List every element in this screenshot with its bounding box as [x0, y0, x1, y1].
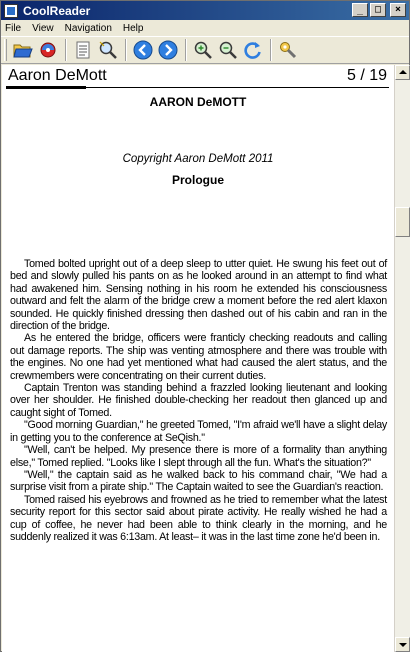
paragraph: As he entered the bridge, officers were franticly checking readouts and calling out damage reports. The ship was venting atmosphere and there was trouble with the engines. No one had yet mentioned what had caused the alert status, and the crewmembers were concentrating on their current duties.	[10, 332, 387, 382]
recent-books-icon[interactable]	[36, 39, 59, 61]
reading-progress	[6, 86, 86, 89]
maximize-button[interactable]: □	[370, 3, 386, 17]
toolbar-separator	[65, 39, 67, 61]
scroll-thumb[interactable]	[395, 207, 410, 237]
scroll-down-button[interactable]	[395, 637, 410, 652]
paragraph: Tomed bolted upright out of a deep sleep to utter quiet. He swung his feet out of bed and slowly pulled his pants on as he looked around in an attempt to find what had awakened him. Sensing nothing in his room he extended his consciousness outward and felt the alarm of the bridge crew a moment before the red alert klaxon sounded. He quickly finished dressing then dashed out of his cabin and ran in the direction of the bridge.	[10, 258, 387, 333]
paragraph: Captain Trenton was standing behind a frazzled looking lieutenant and looking over her shoulder. He finished double-checking her readout then glanced up and caught sight of Tomed.	[10, 382, 387, 419]
toolbar	[1, 36, 409, 64]
menu-bar	[1, 20, 409, 36]
chapter-text	[10, 258, 387, 543]
paragraph: "Well," the captain said as he walked back to his command chair, "We had a surprise visit from a pirate ship." The Captain waited to see the Guardian's reaction.	[10, 468, 387, 494]
toolbar-grip[interactable]	[4, 39, 7, 61]
toolbar-separator	[270, 39, 272, 61]
menu-view[interactable]: View	[32, 22, 54, 34]
menu-file[interactable]: File	[5, 22, 22, 34]
toc-icon[interactable]	[71, 39, 94, 61]
minimize-button[interactable]: _	[352, 3, 368, 17]
rotate-icon[interactable]	[241, 39, 264, 61]
menu-navigation[interactable]: Navigation	[64, 22, 112, 34]
app-icon[interactable]	[4, 4, 18, 18]
window-title: CoolReader	[23, 3, 91, 18]
scroll-up-button[interactable]	[395, 65, 410, 80]
header-book-title: Aaron DeMott	[8, 67, 107, 84]
paragraph: Tomed raised his eyebrows and frowned as he tried to remember what the latest security report for this sector said about pirate activity. He really wished he had a cup of coffee, he never had been able to think clearly in the morning, and he suddenly realized it was 6:13am. At least– it was in the last time zone he'd been in.	[10, 493, 387, 543]
forward-icon[interactable]	[156, 39, 179, 61]
toolbar-separator	[185, 39, 187, 61]
zoom-in-icon[interactable]	[191, 39, 214, 61]
paragraph: "Good morning Guardian," he greeted Tomed, "I'm afraid we'll have a slight delay in getting you to the conference at SeQish."	[10, 419, 387, 444]
page-indicator: 5 / 19	[346, 67, 387, 84]
zoom-out-icon[interactable]	[216, 39, 239, 61]
back-icon[interactable]	[131, 39, 154, 61]
reading-area[interactable]	[2, 65, 394, 652]
vertical-scrollbar[interactable]	[394, 65, 410, 652]
menu-help[interactable]: Help	[122, 22, 144, 34]
toolbar-separator	[125, 39, 127, 61]
copyright-line: Copyright Aaron DeMott 2011	[122, 153, 274, 165]
settings-icon[interactable]	[276, 39, 299, 61]
paragraph: "Well, can't be helped. My presence there is more of a formality than anything else," Tomed replied. "Looks like I slept through all the fun. What's the situation?"	[10, 444, 387, 469]
page-header	[6, 67, 389, 89]
window-controls	[352, 3, 406, 17]
close-button[interactable]: ×	[390, 3, 406, 17]
title-bar[interactable]	[1, 1, 409, 20]
chapter-title: Prologue	[171, 173, 224, 187]
find-icon[interactable]	[96, 39, 119, 61]
book-heading: AARON DeMOTT	[149, 95, 247, 109]
open-icon[interactable]	[11, 39, 34, 61]
